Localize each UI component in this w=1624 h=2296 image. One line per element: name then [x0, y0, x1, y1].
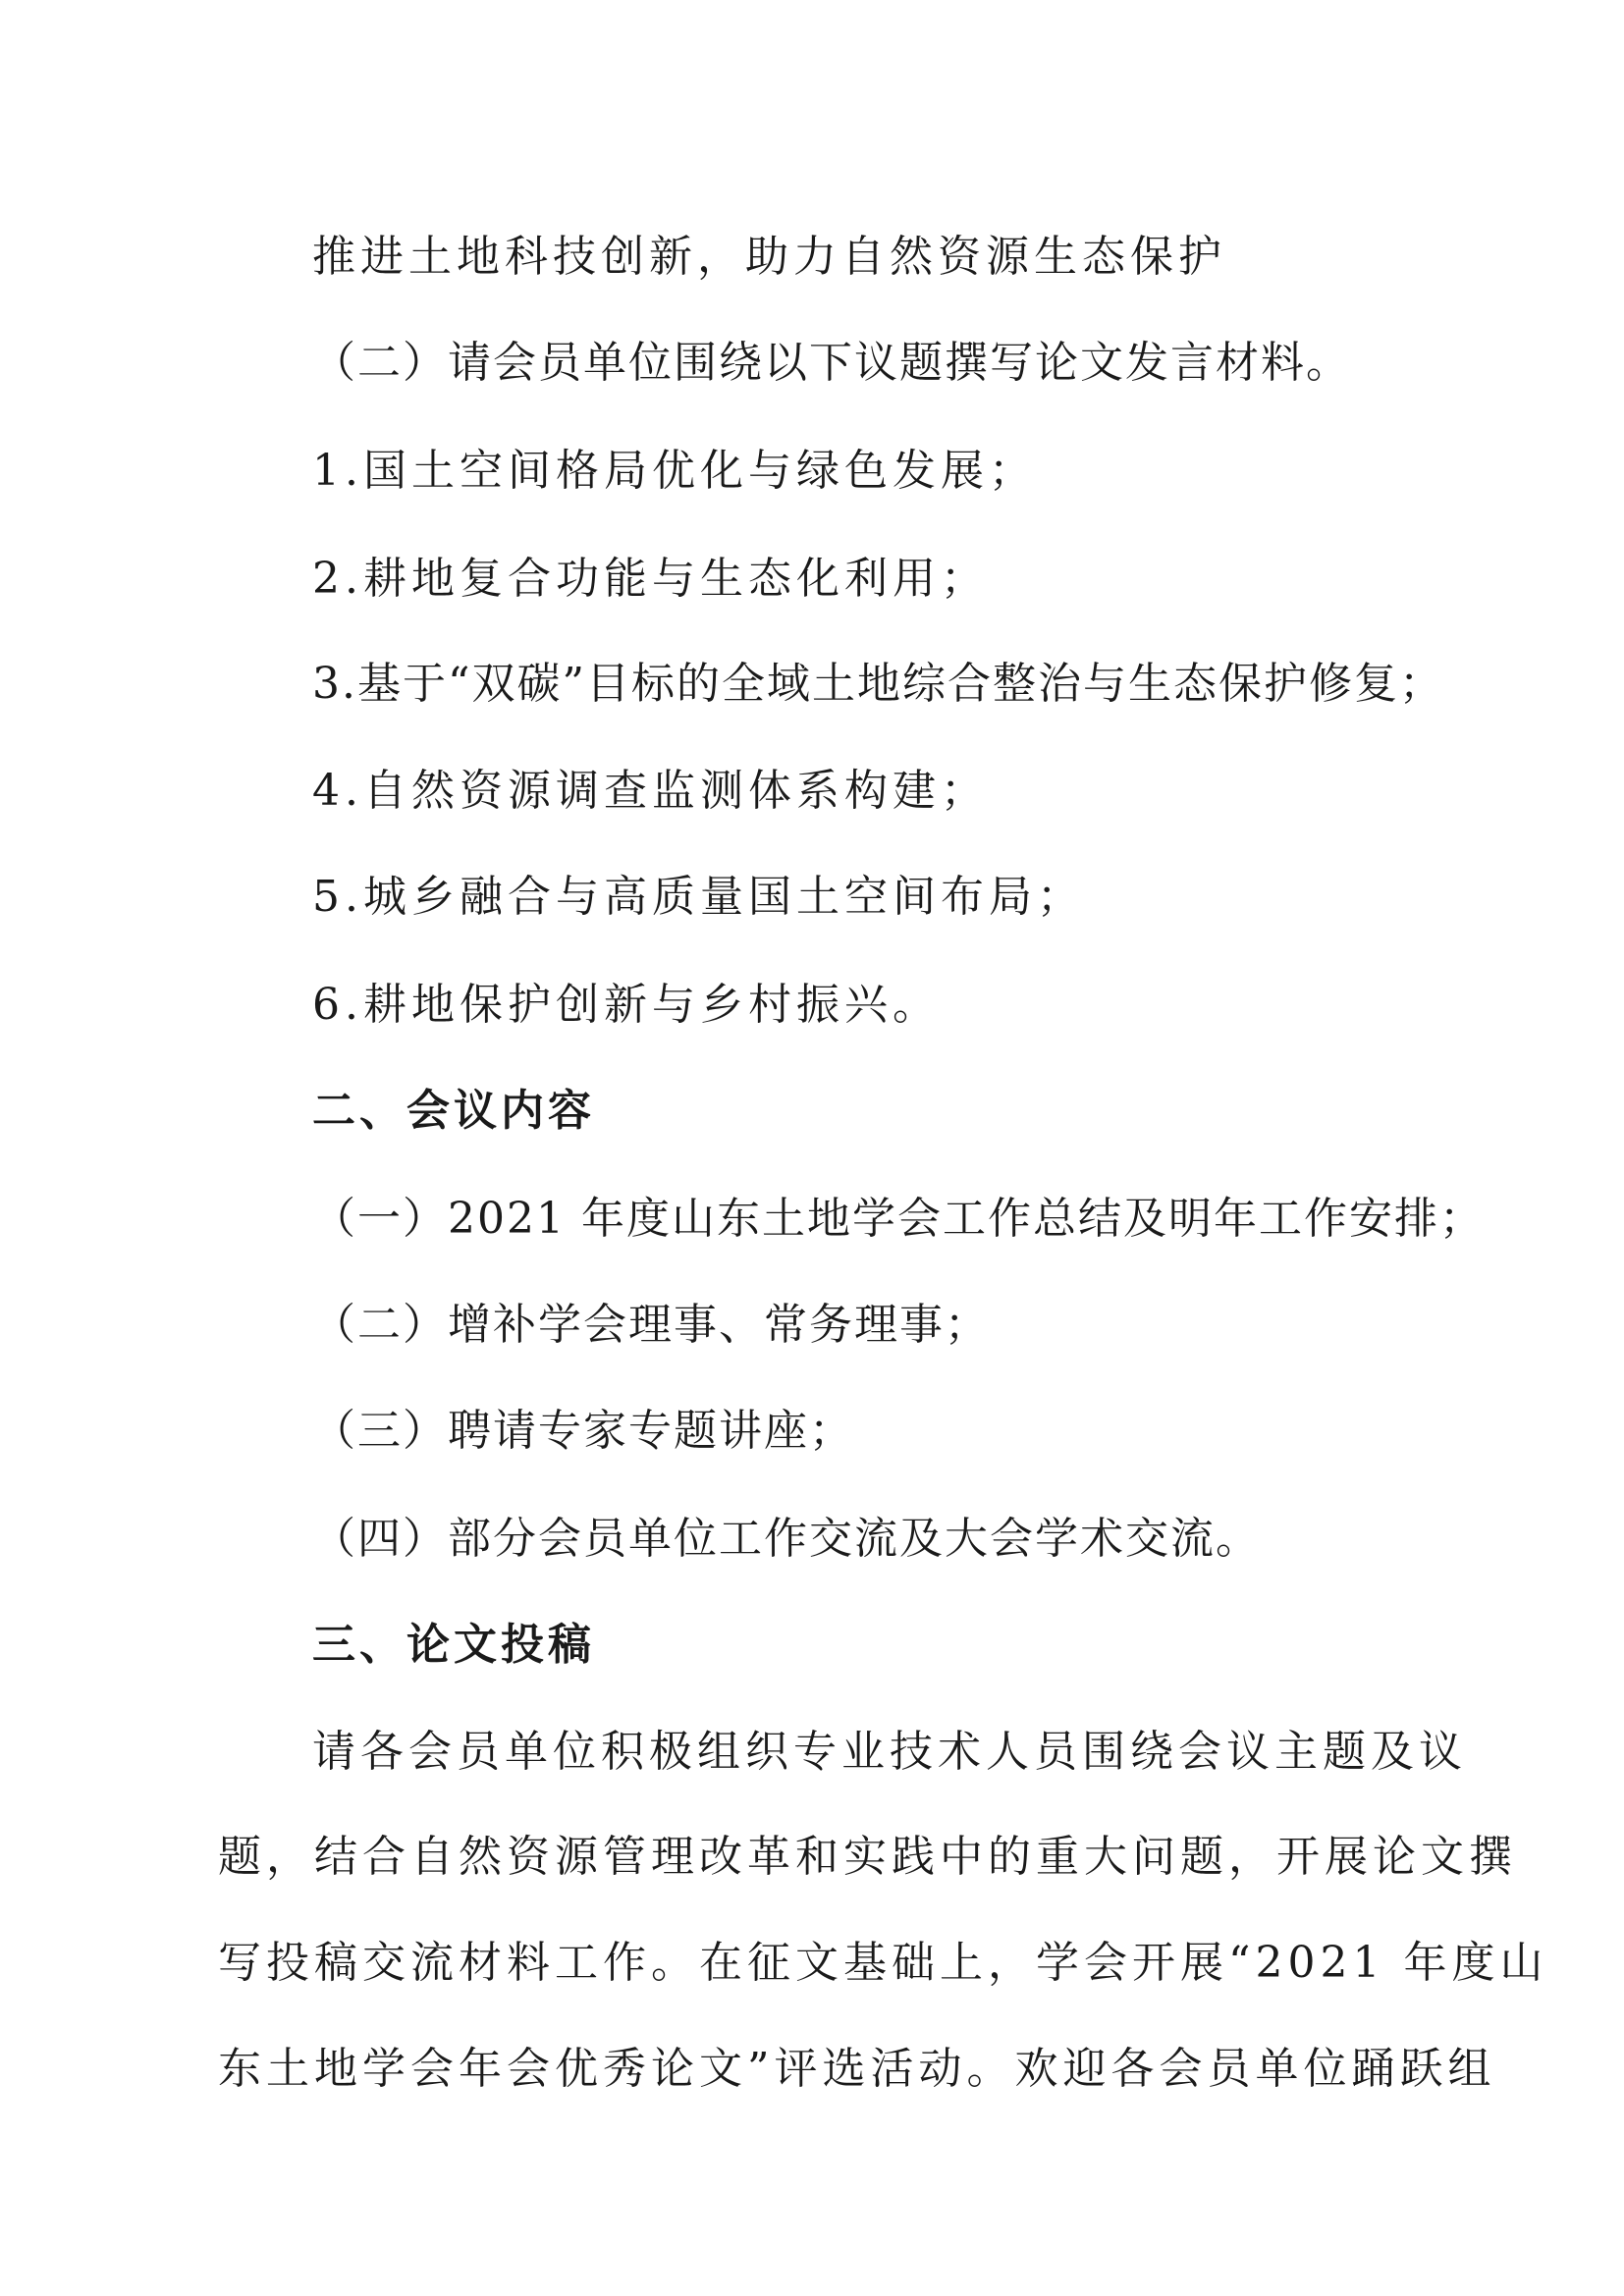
submission-paragraph-line-4: 东土地学会年会优秀论文”评选活动。欢迎各会员单位踊跃组 — [218, 2044, 1496, 2094]
submission-paragraph-line-1: 请各会员单位积极组织专业技术人员围绕会议主题及议 — [312, 1727, 1467, 1777]
topic-item-3: 3.基于“双碳”目标的全域土地综合整治与生态保护修复； — [312, 659, 1444, 709]
meeting-item-2: （二）增补学会理事、常务理事； — [312, 1300, 990, 1350]
topic-item-4: 4.自然资源调查监测体系构建； — [312, 766, 989, 816]
meeting-item-1: （一）2021 年度山东土地学会工作总结及明年工作安排； — [312, 1194, 1485, 1244]
submission-paragraph-line-2: 题，结合自然资源管理改革和实践中的重大问题，开展论文撰 — [218, 1832, 1517, 1882]
theme-line: 推进土地科技创新，助力自然资源生态保护 — [312, 232, 1226, 282]
topic-item-6: 6.耕地保护创新与乡村振兴。 — [312, 980, 941, 1030]
submission-paragraph-line-3: 写投稿交流材料工作。在征文基础上，学会开展“2021 年度山 — [218, 1938, 1548, 1988]
topic-item-1: 1.国土空间格局优化与绿色发展； — [312, 446, 1037, 496]
topic-item-5: 5.城乡融合与高质量国土空间布局； — [312, 872, 1085, 922]
section-heading-paper-submission: 三、论文投稿 — [312, 1620, 595, 1670]
topic-item-2: 2.耕地复合功能与生态化利用； — [312, 554, 989, 604]
topics-intro: （二）请会员单位围绕以下议题撰写论文发言材料。 — [312, 338, 1351, 388]
meeting-item-3: （三）聘请专家专题讲座； — [312, 1406, 854, 1456]
section-heading-meeting-content: 二、会议内容 — [312, 1086, 595, 1136]
meeting-item-4: （四）部分会员单位工作交流及大会学术交流。 — [312, 1514, 1261, 1564]
